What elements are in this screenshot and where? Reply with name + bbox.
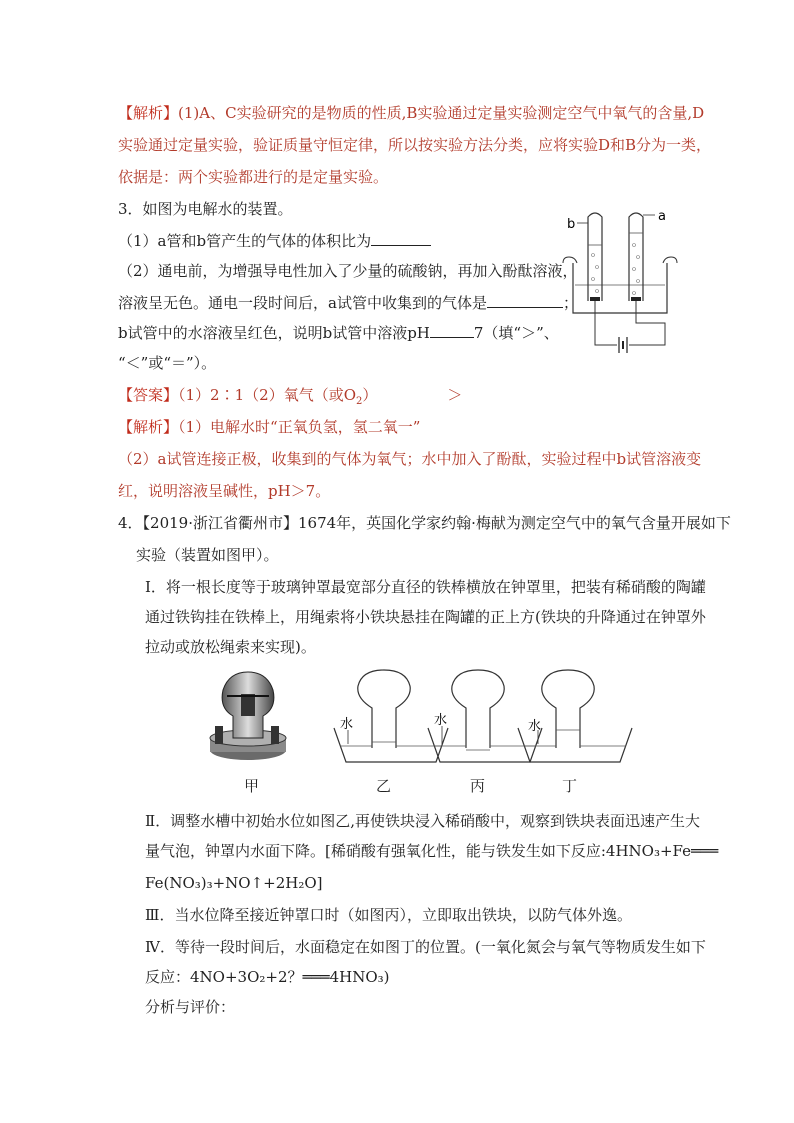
q3-semicolon: ；	[562, 294, 578, 312]
q3-part2-line1: （2）通电前，为增强导电性加入了少量的硫酸钠，再加入酚酞溶液，	[118, 262, 578, 280]
answer-close: ）	[362, 386, 378, 404]
caption-jia: 甲	[244, 777, 260, 795]
q4-step2-line-2: 量气泡，钟罩内水面下降。[稀硝酸有强氧化性，能与铁发生如下反应:4HNO₃+Fe═══	[145, 842, 719, 860]
q4-step4-line-2: 反应：4NO+3O₂+2？═══4HNO₃)	[145, 968, 390, 986]
answer-blank-3[interactable]	[430, 323, 474, 338]
q2-analysis-text-1: (1)A、C实验研究的是物质的性质,B实验通过定量实验测定空气中氧气的含量,D	[178, 104, 705, 122]
q4-step3: Ⅲ．当水位降至接近钟罩口时（如图丙），立即取出铁块，以防气体外逸。	[145, 906, 632, 924]
answer-blank-1[interactable]	[371, 231, 431, 246]
q3-part2-text-4: 7（填“＞”、	[473, 324, 559, 342]
q3-part2-text-3: b试管中的水溶液呈红色，说明b试管中溶液pH	[118, 324, 430, 342]
q3-title: 3．如图为电解水的装置。	[118, 200, 293, 218]
electrolysis-apparatus-figure	[555, 205, 685, 365]
q3-part2-line2	[118, 292, 578, 314]
q3-answer	[118, 384, 462, 413]
q3-part2-line3	[118, 322, 559, 344]
q4-step2-line-1: Ⅱ．调整水槽中初始水位如图乙,再使铁块浸入稀硝酸中，观察到铁块表面迅速产生大	[145, 812, 700, 830]
answer-subscript: 2	[356, 396, 363, 407]
q3-part1	[118, 230, 431, 252]
q4-step1-line-3: 拉动或放松绳索来实现)。	[145, 638, 316, 656]
tube-b-label: b	[567, 217, 576, 232]
answer-tag: 【答案】	[118, 386, 179, 404]
q4-step4-line-1: Ⅳ．等待一段时间后，水面稳定在如图丁的位置。(一氧化氮会与氧气等物质发生如下	[145, 938, 706, 956]
answer-gt: ＞	[447, 386, 463, 404]
q4-analysis-heading: 分析与评价：	[145, 998, 236, 1016]
water-label: 水	[434, 713, 448, 728]
figure-jia-bell-jar	[205, 668, 291, 768]
analysis-text-1: （1）电解水时“正氧负氢，氢二氧一”	[178, 418, 421, 436]
answer-text: （1）2∶1（2）氧气（或O	[178, 386, 356, 404]
q2-analysis-line-3: 依据是：两个实验都进行的是定量实验。	[118, 168, 389, 186]
analysis-tag: 【解析】	[118, 418, 179, 436]
caption-yi: 乙	[376, 777, 392, 795]
caption-bing: 丙	[470, 777, 486, 795]
q4-step1-line-2: 通过铁钩挂在铁棒上，用绳索将小铁块悬挂在陶罐的正上方(铁块的升降通过在钟罩外	[145, 608, 706, 626]
water-label: 水	[340, 717, 354, 732]
q2-analysis-line-1	[118, 102, 704, 124]
tube-a-label: a	[658, 209, 666, 224]
q3-part2-line4: “＜”或“＝”）。	[118, 354, 217, 372]
analysis-tag: 【解析】	[118, 104, 179, 122]
figure-ding-bell-jar	[512, 668, 638, 768]
q4-step1-line-1: Ⅰ．将一根长度等于玻璃钟罩最宽部分直径的铁棒横放在钟罩里，把装有稀硝酸的陶罐	[145, 578, 706, 596]
q3-analysis-line-3: 红，说明溶液呈碱性，pH＞7。	[118, 482, 331, 500]
q2-analysis-line-2: 实验通过定量实验，验证质量守恒定律，所以按实验方法分类，应将实验D和B分为一类，	[118, 136, 712, 154]
q3-analysis-line-1	[118, 416, 420, 438]
caption-ding: 丁	[562, 777, 578, 795]
q4-step2-line-3: Fe(NO₃)₃+NO↑+2H₂O]	[145, 874, 323, 892]
water-label: 水	[528, 719, 542, 734]
q3-analysis-line-2: （2）a试管连接正极，收集到的气体为氧气；水中加入了酚酞，实验过程中b试管溶液变	[118, 450, 702, 468]
q4-title-line-2: 实验（装置如图甲）。	[136, 546, 279, 564]
answer-blank-2[interactable]	[487, 293, 563, 308]
q3-part1-text: （1）a管和b管产生的气体的体积比为	[118, 232, 372, 250]
q4-title-line-1: 4．【2019·浙江省衢州市】1674年，英国化学家约翰·梅献为测定空气中的氧气含量开展如下	[118, 514, 731, 532]
q3-part2-text: 溶液呈无色。通电一段时间后，a试管中收集到的气体是	[118, 294, 487, 312]
